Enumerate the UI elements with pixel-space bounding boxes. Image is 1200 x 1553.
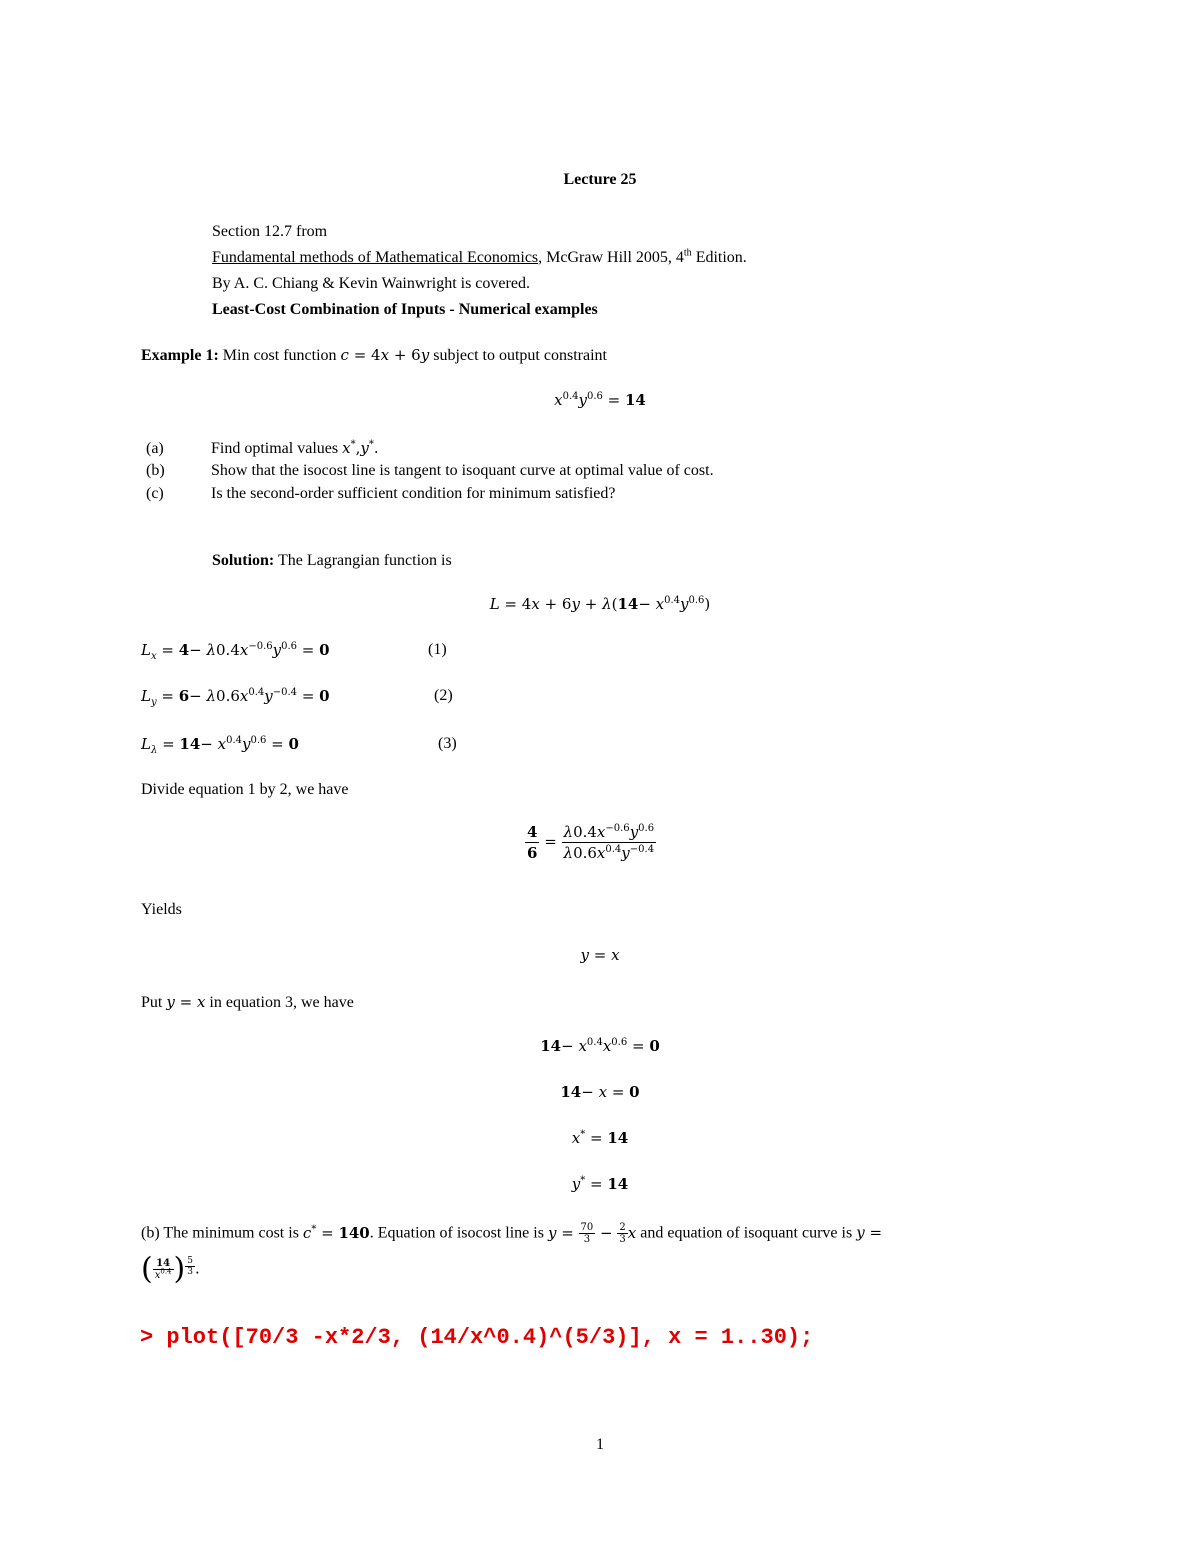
part-b-text-3: and equation of isoquant curve is (636, 1224, 857, 1242)
part-b-text-2: . Equation of isocost line is (369, 1224, 548, 1242)
example-text-after: subject to output constraint (429, 347, 607, 364)
lagrangian: $L = 4x + 6y + \lambda(14- x^{0.4}y^{0.6})$ (489, 595, 711, 613)
ratio-equation: $\frac{4}{6}$ = $\frac{\lambda 0.4x^{-0.6}y^{0.6}}{\lambda 0.6x^{0.4}y^{-0.4}}$ (527, 823, 655, 862)
y-equals-x: y = x (580, 946, 620, 964)
substitution-2: 14− x = 0 (560, 1083, 640, 1101)
ratio-right: $\frac{\lambda 0.4x^{-0.6}y^{0.6}}{\lambda 0.6x^{0.4}y^{-0.4}}$ (563, 823, 655, 862)
y-star: y* = 14 (571, 1175, 629, 1193)
book-title-link[interactable]: Fundamental methods of Mathematical Economics (212, 249, 539, 266)
part-b-label: (b) (146, 462, 165, 479)
part-a-label: (a) (146, 440, 164, 457)
example-statement (141, 345, 607, 366)
topic-line: Least-Cost Combination of Inputs - Numerical examples (212, 301, 598, 318)
solution-text: The Lagrangian function is (274, 552, 452, 569)
book-publisher: , McGraw Hill 2005, 4 (538, 249, 684, 266)
divide-text: Divide equation 1 by 2, we have (141, 781, 349, 798)
plot-command[interactable]: > plot([70/3 -x*2/3, (14/x^0.4)^(5/3)], x = 1..30); (140, 1325, 814, 1350)
part-b-answer (141, 1222, 882, 1245)
equation-2: $L_y = 6- \lambda 0.6x^{0.4}y^{-0.4} = 0$ (141, 687, 330, 708)
book-reference (212, 248, 747, 268)
equation-1-number: (1) (428, 641, 447, 658)
edition-suffix: th (683, 247, 692, 259)
page-number: 1 (596, 1436, 604, 1453)
edition-word: Edition. (691, 249, 747, 266)
x-star: x* = 14 (571, 1129, 629, 1147)
example-text-before: Min cost function (218, 347, 341, 364)
part-c-label: (c) (146, 485, 164, 502)
ratio-left: $\frac{4}{6}$ (527, 823, 538, 862)
equation-3-number: (3) (438, 735, 457, 752)
part-b (146, 461, 714, 481)
part-c (146, 484, 616, 504)
equation-3: $L_\lambda = 14- x^{0.4}y^{0.6} = 0$ (141, 735, 299, 756)
part-a-text: Find optimal values (211, 440, 343, 457)
put-math: y = x (166, 993, 206, 1011)
substitution-1: $14- x^{0.4}x^{0.6} = 0$ (540, 1037, 660, 1055)
put-text-1: Put (141, 994, 167, 1011)
part-a (146, 438, 379, 459)
optimal-values-math: x*,y*. (342, 439, 379, 457)
part-b-text-1: (b) The minimum cost is (141, 1224, 303, 1242)
yields-text: Yields (141, 901, 182, 918)
equation-1: $L_x = 4- \lambda 0.4x^{-0.6}y^{0.6} = 0$ (141, 641, 330, 662)
isoquant-rhs: ( $\frac{14}{x^{0.4}}$ ) $\frac{5}{3}$ . (141, 1251, 200, 1287)
example-label: Example 1: (141, 347, 219, 364)
min-cost-math: c* = 140 (302, 1223, 370, 1242)
put-line (141, 992, 354, 1013)
output-constraint: $x^{0.4}y^{0.6} = 14$ (554, 391, 646, 409)
put-text-2: in equation 3, we have (205, 994, 354, 1011)
solution-label: Solution: (212, 552, 275, 569)
equation-2-number: (2) (434, 687, 453, 704)
part-c-text: Is the second-order sufficient condition for minimum satisfied? (211, 485, 616, 502)
solution-intro (212, 551, 452, 571)
cost-function: c = 4x + 6y (340, 346, 430, 364)
authors-line: By A. C. Chiang & Kevin Wainwright is covered. (212, 275, 530, 292)
isoquant-lhs: y = (856, 1223, 883, 1242)
part-b-text: Show that the isocost line is tangent to isoquant curve at optimal value of cost. (211, 462, 714, 479)
isocost-math: y = $\frac{70}{3}$ − $\frac{2}{3}$ x (547, 1222, 637, 1245)
section-line: Section 12.7 from (212, 223, 328, 240)
page-title: Lecture 25 (563, 171, 637, 188)
